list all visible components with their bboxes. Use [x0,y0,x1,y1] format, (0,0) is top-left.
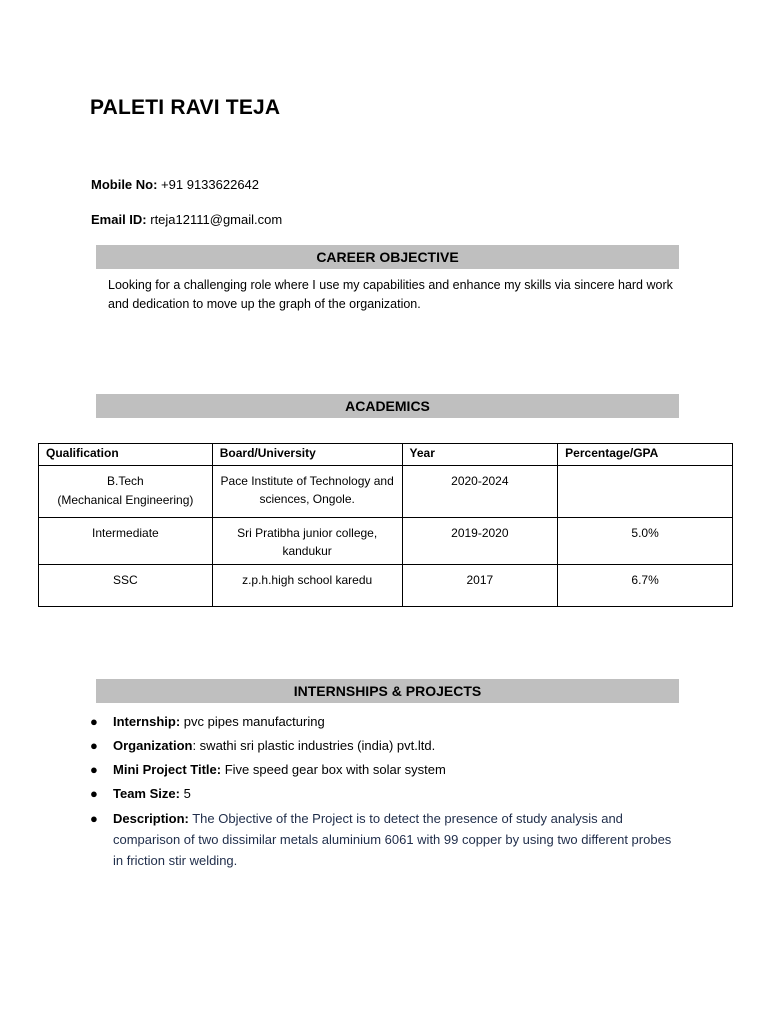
percentage-cell [558,466,733,518]
item-label: Mini Project Title: [113,762,222,777]
list-item [90,736,680,755]
table-header-row [39,444,733,466]
board-cell: z.p.h.high school karedu [212,565,402,607]
qualification-cell: SSC [39,565,213,607]
bullet-icon: ● [90,738,98,753]
mobile-label: Mobile No: [91,177,158,192]
bullet-icon: ● [90,786,98,801]
table-row [39,466,733,518]
column-header-qualification: Qualification [39,444,213,466]
qualification-subtext: (Mechanical Engineering) [57,493,194,507]
bullet-icon: ● [90,811,98,826]
mobile-value: +91 9133622642 [157,177,260,192]
board-cell: Sri Pratibha junior college, kandukur [212,518,402,565]
year-cell: 2019-2020 [402,518,558,565]
qualification-cell [39,466,213,518]
year-cell: 2020-2024 [402,466,558,518]
career-objective-text: Looking for a challenging role where I use my capabilities and enhance my skills via sincere hard work and dedication to move up the graph of the organization. [108,278,673,311]
board-cell: Pace Institute of Technology and sciences, Ongole. [212,466,402,518]
item-value: 5 [179,786,191,801]
career-objective-heading: CAREER OBJECTIVE [96,245,679,269]
candidate-name: PALETI RAVI TEJA [90,96,281,119]
academics-table [38,443,733,607]
percentage-cell: 6.7% [558,565,733,607]
internships-heading: INTERNSHIPS & PROJECTS [96,679,679,703]
bullet-icon: ● [90,714,98,729]
list-item [90,712,680,731]
column-header-percentage: Percentage/GPA [558,444,733,466]
item-value: The Objective of the Project is to detect the presence of study analysis and comparison of two dissimilar metals aluminium 6061 with 99 copper by using two different probes in friction stir welding. [113,811,672,868]
year-cell: 2017 [402,565,558,607]
email-label: Email ID: [91,212,147,227]
mobile-line [91,177,259,192]
percentage-cell: 5.0% [558,518,733,565]
list-item [90,808,680,871]
item-value: pvc pipes manufacturing [180,714,325,729]
column-header-year: Year [402,444,558,466]
item-label: Team Size: [113,786,180,801]
table-row [39,518,733,565]
column-header-board: Board/University [212,444,402,466]
bullet-icon: ● [90,762,98,777]
item-label: Internship: [113,714,181,729]
academics-heading: ACADEMICS [96,394,679,418]
qualification-text: B.Tech [107,474,144,488]
list-item [90,784,680,803]
item-value: : swathi sri plastic industries (india) pvt.ltd. [192,738,436,753]
internships-list [90,712,680,876]
list-item [90,760,680,779]
email-line [91,212,282,227]
qualification-cell: Intermediate [39,518,213,565]
table-row [39,565,733,607]
item-value: Five speed gear box with solar system [221,762,446,777]
item-label: Description: [113,811,189,826]
item-label: Organization [113,738,193,753]
email-value: rteja12111@gmail.com [146,212,283,227]
